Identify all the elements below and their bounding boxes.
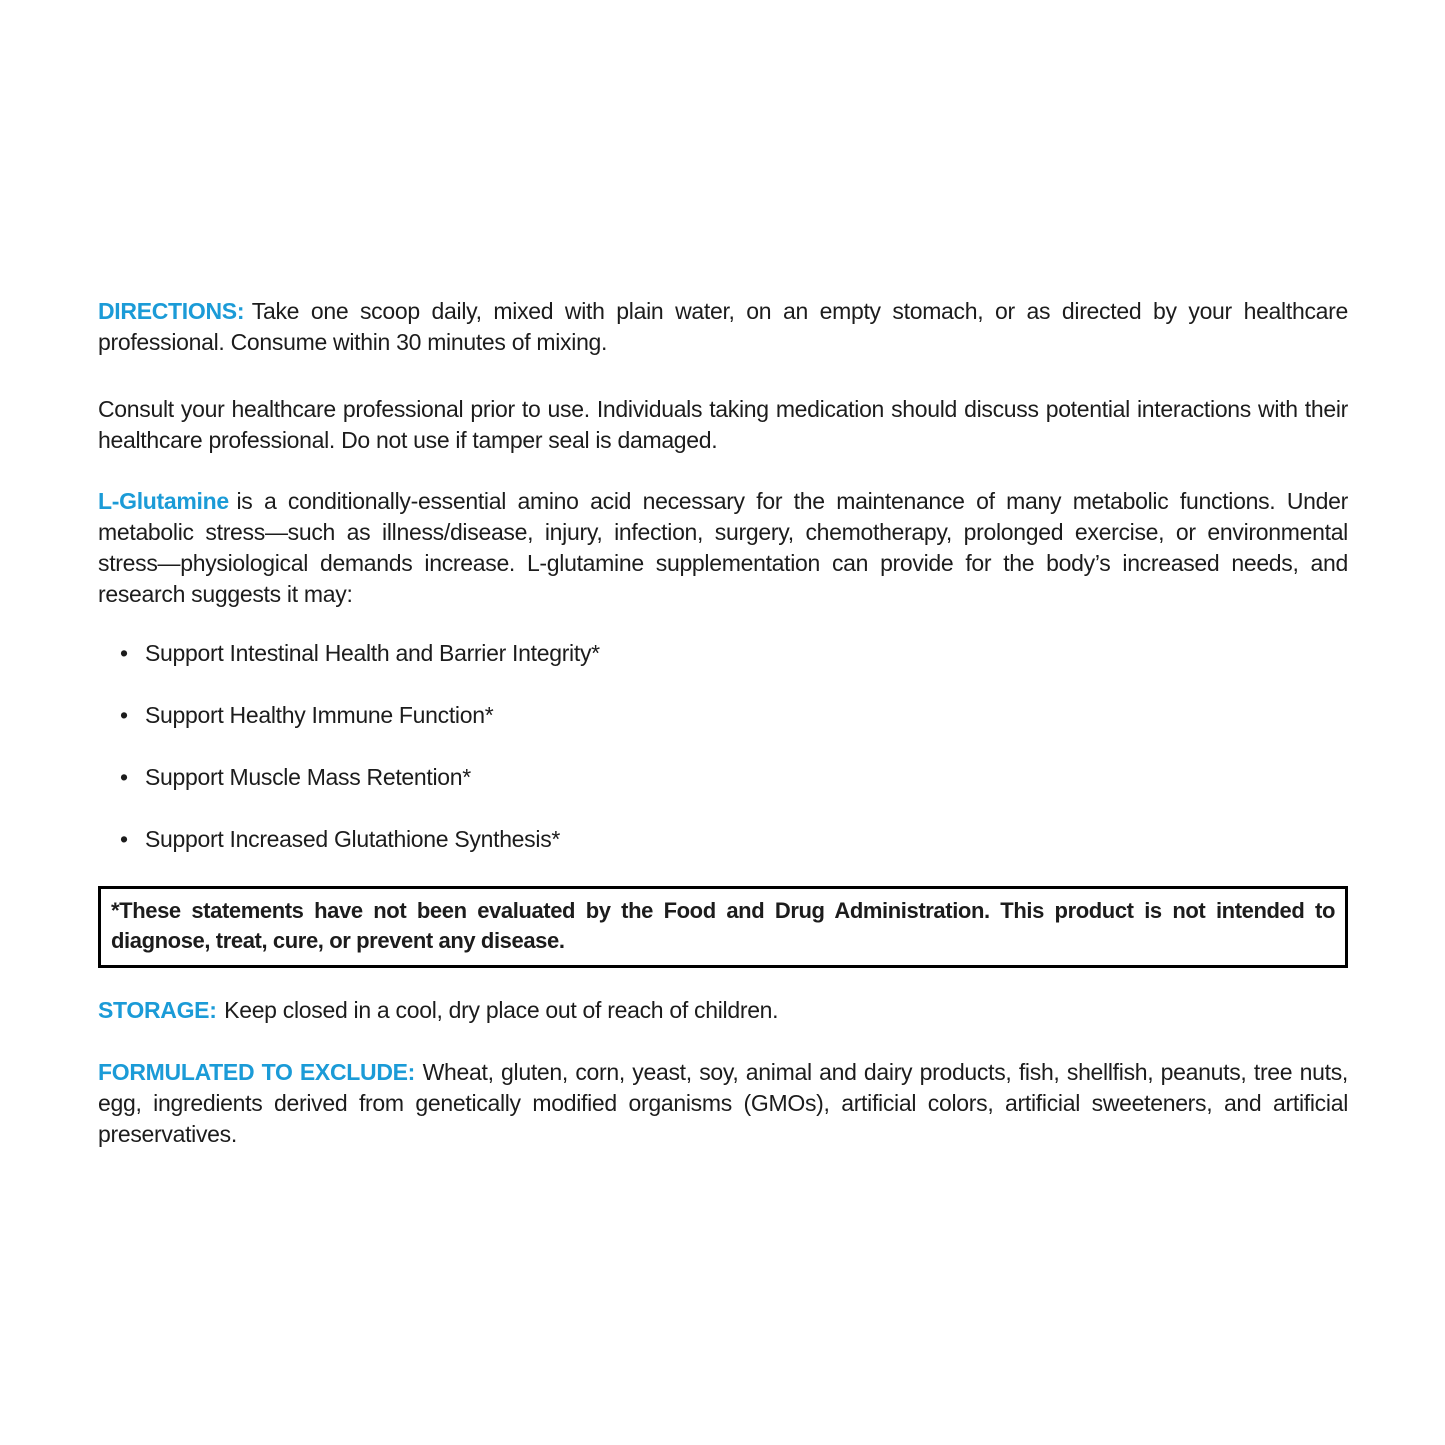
storage-label: STORAGE:: [98, 997, 217, 1023]
exclude-text: Wheat, gluten, corn, yeast, soy, animal and dairy products, fish, shellfish, peanuts, tree nuts, egg, ingredients derived from genetically modified organisms (GMOs), artificial colors, artificial sweeteners, and artificial preservatives.: [98, 1059, 1348, 1147]
consult-text: Consult your healthcare professional prior to use. Individuals taking medication should discuss potential interactions with their healthcare professional. Do not use if tamper seal is damaged.: [98, 396, 1348, 453]
benefit-item-immune-function: • Support Healthy Immune Function*: [98, 700, 1348, 731]
glutamine-paragraph: [98, 486, 1348, 610]
consult-paragraph: [98, 394, 1348, 456]
directions-paragraph: [98, 296, 1348, 358]
directions-text: Take one scoop daily, mixed with plain water, on an empty stomach, or as directed by your healthcare professional. Consume within 30 minutes of mixing.: [98, 298, 1348, 355]
fda-disclaimer-box: [98, 886, 1348, 968]
directions-label: DIRECTIONS:: [98, 298, 245, 324]
exclude-paragraph: [98, 1057, 1348, 1150]
supplement-label-panel: [98, 0, 1348, 1150]
glutamine-label: L-Glutamine: [98, 488, 229, 514]
benefit-item-intestinal-health: • Support Intestinal Health and Barrier Integrity*: [98, 638, 1348, 669]
exclude-label: FORMULATED TO EXCLUDE:: [98, 1059, 416, 1085]
benefit-item-glutathione-synthesis: • Support Increased Glutathione Synthesis*: [98, 824, 1348, 855]
fda-disclaimer-text: *These statements have not been evaluated by the Food and Drug Administration. This product is not intended to diagnose, treat, cure, or prevent any disease.: [111, 898, 1335, 953]
storage-text: Keep closed in a cool, dry place out of reach of children.: [224, 997, 779, 1023]
glutamine-text: is a conditionally-essential amino acid necessary for the maintenance of many metabolic functions. Under metabolic stress—such as illness/disease, injury, infection, surgery, chemotherapy, prolonged exercise, or environmental stress—physiological demands increase. L-glutamine supplementation can provide for the body’s increased needs, and research suggests it may:: [98, 488, 1348, 607]
benefits-list: [98, 638, 1348, 855]
storage-paragraph: [98, 995, 1348, 1026]
benefit-item-muscle-mass: • Support Muscle Mass Retention*: [98, 762, 1348, 793]
